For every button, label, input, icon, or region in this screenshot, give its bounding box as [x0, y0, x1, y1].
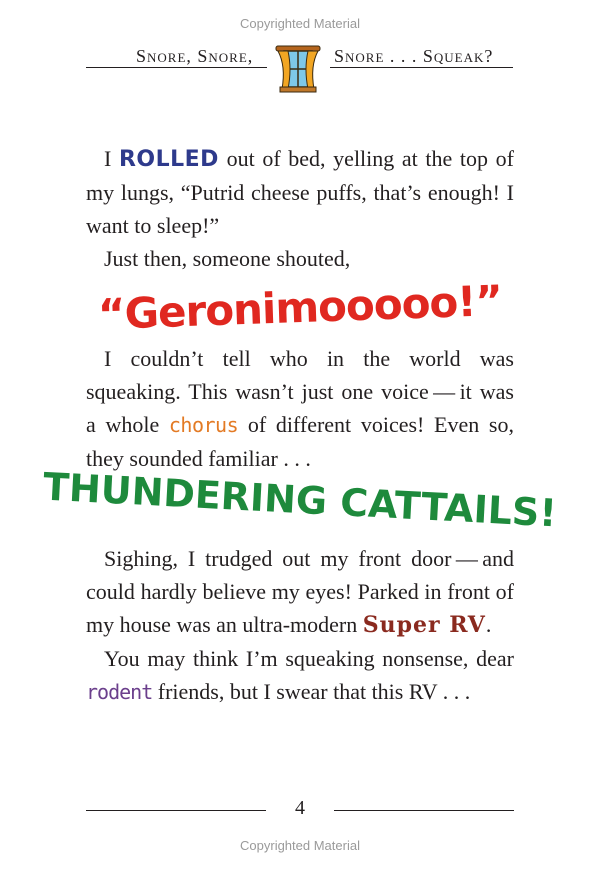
paragraph-3-lead: I couldn’t tell who in the world was squeaking. This wasn’t just one voice — it was a whole	[86, 346, 514, 437]
paragraph-4-lead: Sighing, I trudged out my front door — and could hardly believe my eyes! Parked in front of my house was an ultra-modern	[86, 546, 514, 637]
running-head-right: Snore . . . Squeak?	[334, 46, 494, 66]
running-head-left: Snore, Snore,	[136, 46, 254, 66]
display-word-thundering-cattails: THUNDERING CATTAILS!	[42, 464, 558, 536]
paragraph-5-rest: friends, but I swear that this RV . . .	[152, 679, 471, 704]
paragraph-1-rest: out of bed, yelling at the top of my lungs, “Putrid cheese puffs, that’s enough! I want to sleep!”	[86, 146, 515, 238]
paragraph-1-lead: I	[104, 146, 119, 171]
paragraph-1	[86, 142, 514, 275]
paragraph-5-lead: You may think I’m squeaking nonsense, dear	[104, 646, 514, 671]
page-number: 4	[295, 797, 305, 819]
display-word-geronimo: “Geronimooooo!”	[97, 275, 503, 340]
word-rolled: ROLLED	[118, 147, 219, 172]
paragraph-4	[86, 542, 514, 709]
page-footer	[0, 795, 600, 825]
paragraph-4-rest: .	[485, 612, 492, 637]
footer-rule-right	[334, 810, 514, 811]
paragraph-3-rest: of different voices! Even so, they sounded familiar . . .	[86, 412, 514, 471]
watermark-bottom: Copyrighted Material	[240, 838, 360, 853]
window-curtains-icon	[272, 44, 324, 96]
paragraph-3	[86, 342, 514, 475]
watermark-top: Copyrighted Material	[240, 16, 360, 31]
running-head-rule-right	[330, 67, 513, 68]
paragraph-5	[86, 642, 514, 709]
running-head-rule-left	[86, 67, 267, 68]
word-rodent: rodent	[86, 680, 153, 704]
word-chorus: chorus	[168, 413, 239, 437]
running-head	[0, 44, 600, 94]
word-super-rv: Super RV	[362, 612, 486, 638]
paragraph-2: Just then, someone shouted,	[104, 246, 351, 271]
